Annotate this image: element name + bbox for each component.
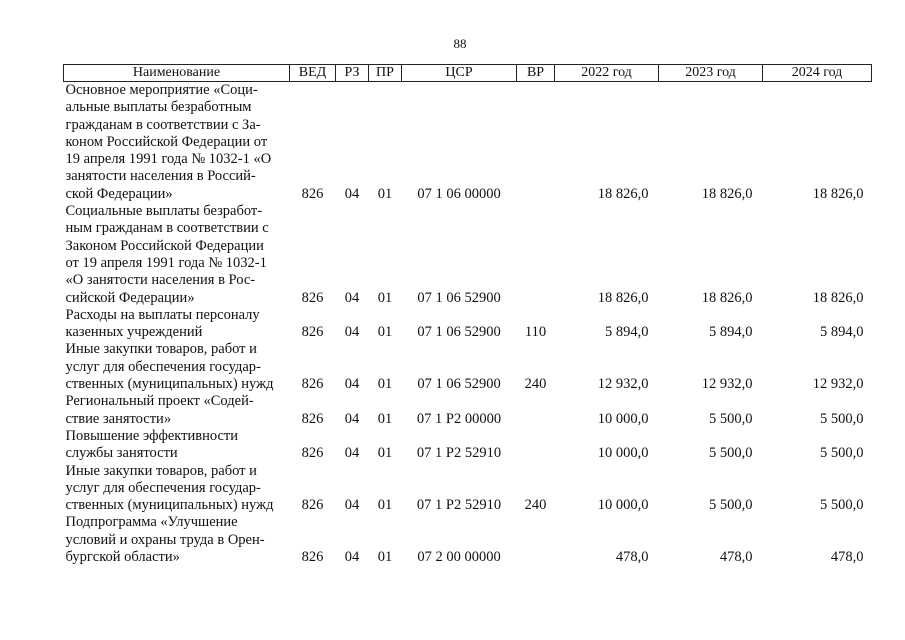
- header-2023: 2023 год: [659, 65, 763, 82]
- row-csr: 07 1 06 52900: [417, 324, 501, 341]
- row-2022: 10 000,0: [597, 410, 649, 427]
- row-2023: 12 932,0: [701, 376, 753, 393]
- row-2023: 5 500,0: [709, 497, 753, 514]
- row-vr: 240: [524, 376, 547, 393]
- row-name-line: службы занятости: [65, 445, 178, 462]
- row-vr: [517, 203, 555, 307]
- table-row: [64, 203, 872, 307]
- row-name-line: Социальные выплаты безработ-: [65, 203, 263, 220]
- row-name: [64, 82, 290, 204]
- row-name-line: ным гражданам в соответствии с: [65, 220, 269, 237]
- row-name-line: ствие занятости»: [65, 410, 172, 427]
- header-name: Наименование: [64, 65, 290, 82]
- row-2024: 5 500,0: [820, 410, 864, 427]
- row-name-line: Подпрограмма «Улучшение: [65, 514, 238, 531]
- row-ved: 826: [301, 549, 324, 566]
- row-rz: 04: [344, 376, 360, 393]
- header-vr: ВР: [517, 65, 555, 82]
- row-csr: 07 1 P2 52910: [416, 445, 502, 462]
- row-2022: 10 000,0: [597, 497, 649, 514]
- row-pr: 01: [377, 324, 393, 341]
- row-name-line: услуг для обеспечения государ-: [65, 479, 261, 496]
- row-pr: 01: [377, 185, 393, 202]
- row-2023: 18 826,0: [701, 185, 753, 202]
- header-pr: ПР: [369, 65, 402, 82]
- row-2022: 10 000,0: [597, 445, 649, 462]
- row-2024: 12 932,0: [812, 376, 864, 393]
- row-2023: 5 500,0: [709, 445, 753, 462]
- row-name: [64, 463, 290, 515]
- row-ved: 826: [301, 324, 324, 341]
- row-name-line: условий и охраны труда в Орен-: [65, 531, 265, 548]
- row-ved: 826: [301, 410, 324, 427]
- row-rz: 04: [344, 410, 360, 427]
- row-2024: 478,0: [830, 549, 864, 566]
- table-header-row: [64, 65, 872, 82]
- table-body: [64, 82, 872, 567]
- row-name-line: казенных учреждений: [65, 324, 203, 341]
- row-pr: 01: [377, 410, 393, 427]
- row-name: [64, 393, 290, 428]
- row-name: [64, 514, 290, 566]
- row-name-line: Иные закупки товаров, работ и: [65, 462, 257, 479]
- table-row: [64, 514, 872, 566]
- row-name-line: Основное мероприятие «Соци-: [65, 82, 258, 98]
- row-name: [64, 203, 290, 307]
- row-name-line: ственных (муниципальных) нужд: [65, 497, 274, 514]
- row-2024: 18 826,0: [812, 185, 864, 202]
- row-name-line: Расходы на выплаты персоналу: [65, 306, 260, 323]
- row-name-line: Повышение эффективности: [65, 427, 238, 444]
- row-name-line: ственных (муниципальных) нужд: [65, 376, 274, 393]
- budget-table: [63, 64, 872, 566]
- row-rz: 04: [344, 324, 360, 341]
- row-name-line: 19 апреля 1991 года № 1032-1 «О: [65, 151, 272, 168]
- row-ved: 826: [301, 445, 324, 462]
- row-2022: 478,0: [615, 549, 649, 566]
- row-2024: 5 894,0: [820, 324, 864, 341]
- row-2023: 5 500,0: [709, 410, 753, 427]
- row-2022: 18 826,0: [597, 185, 649, 202]
- row-2023: 478,0: [719, 549, 753, 566]
- row-rz: 04: [344, 445, 360, 462]
- row-vr: [517, 393, 555, 428]
- row-vr: 110: [524, 324, 547, 341]
- row-csr: 07 1 P2 52910: [416, 497, 502, 514]
- row-name: [64, 428, 290, 463]
- row-ved: 826: [301, 376, 324, 393]
- row-name-line: альные выплаты безработным: [65, 99, 252, 116]
- table-row: [64, 307, 872, 342]
- row-name-line: услуг для обеспечения государ-: [65, 358, 261, 375]
- row-vr: [517, 82, 555, 204]
- row-2024: 5 500,0: [820, 445, 864, 462]
- row-rz: 04: [344, 549, 360, 566]
- row-name-line: ской Федерации»: [65, 185, 173, 202]
- row-2022: 18 826,0: [597, 289, 649, 306]
- header-rz: РЗ: [336, 65, 369, 82]
- row-csr: 07 2 00 00000: [417, 549, 501, 566]
- row-name-line: от 19 апреля 1991 года № 1032-1: [65, 254, 267, 271]
- row-vr: [517, 428, 555, 463]
- row-name-line: Региональный проект «Содей-: [65, 393, 254, 410]
- row-csr: 07 1 P2 00000: [416, 410, 502, 427]
- row-csr: 07 1 06 00000: [417, 185, 501, 202]
- row-2022: 5 894,0: [605, 324, 649, 341]
- row-2023: 5 894,0: [709, 324, 753, 341]
- header-2022: 2022 год: [555, 65, 659, 82]
- row-rz: 04: [344, 289, 360, 306]
- header-csr: ЦСР: [402, 65, 517, 82]
- table-row: [64, 82, 872, 204]
- row-pr: 01: [377, 376, 393, 393]
- header-2024: 2024 год: [763, 65, 872, 82]
- row-name-line: сийской Федерации»: [65, 289, 195, 306]
- table-row: [64, 341, 872, 393]
- row-name-line: бургской области»: [65, 549, 180, 566]
- table-row: [64, 393, 872, 428]
- row-2022: 12 932,0: [597, 376, 649, 393]
- row-ved: 826: [301, 497, 324, 514]
- row-name: [64, 307, 290, 342]
- row-name-line: коном Российской Федерации от: [65, 133, 268, 150]
- header-ved: ВЕД: [290, 65, 336, 82]
- row-pr: 01: [377, 549, 393, 566]
- row-name: [64, 341, 290, 393]
- row-2024: 18 826,0: [812, 289, 864, 306]
- row-name-line: Иные закупки товаров, работ и: [65, 341, 257, 358]
- page-number: 88: [453, 36, 467, 51]
- row-rz: 04: [344, 185, 360, 202]
- row-csr: 07 1 06 52900: [417, 376, 501, 393]
- row-name-line: гражданам в соответствии с За-: [65, 116, 261, 133]
- row-rz: 04: [344, 497, 360, 514]
- row-pr: 01: [377, 445, 393, 462]
- row-2023: 18 826,0: [701, 289, 753, 306]
- table-row: [64, 428, 872, 463]
- row-pr: 01: [377, 497, 393, 514]
- row-name-line: занятости населения в Россий-: [65, 168, 256, 185]
- row-csr: 07 1 06 52900: [417, 289, 501, 306]
- row-vr: [517, 514, 555, 566]
- row-name-line: Законом Российской Федерации: [65, 237, 264, 254]
- row-name-line: «О занятости населения в Рос-: [65, 272, 256, 289]
- table-row: [64, 463, 872, 515]
- row-2024: 5 500,0: [820, 497, 864, 514]
- row-pr: 01: [377, 289, 393, 306]
- row-ved: 826: [301, 289, 324, 306]
- row-ved: 826: [301, 185, 324, 202]
- row-vr: 240: [524, 497, 547, 514]
